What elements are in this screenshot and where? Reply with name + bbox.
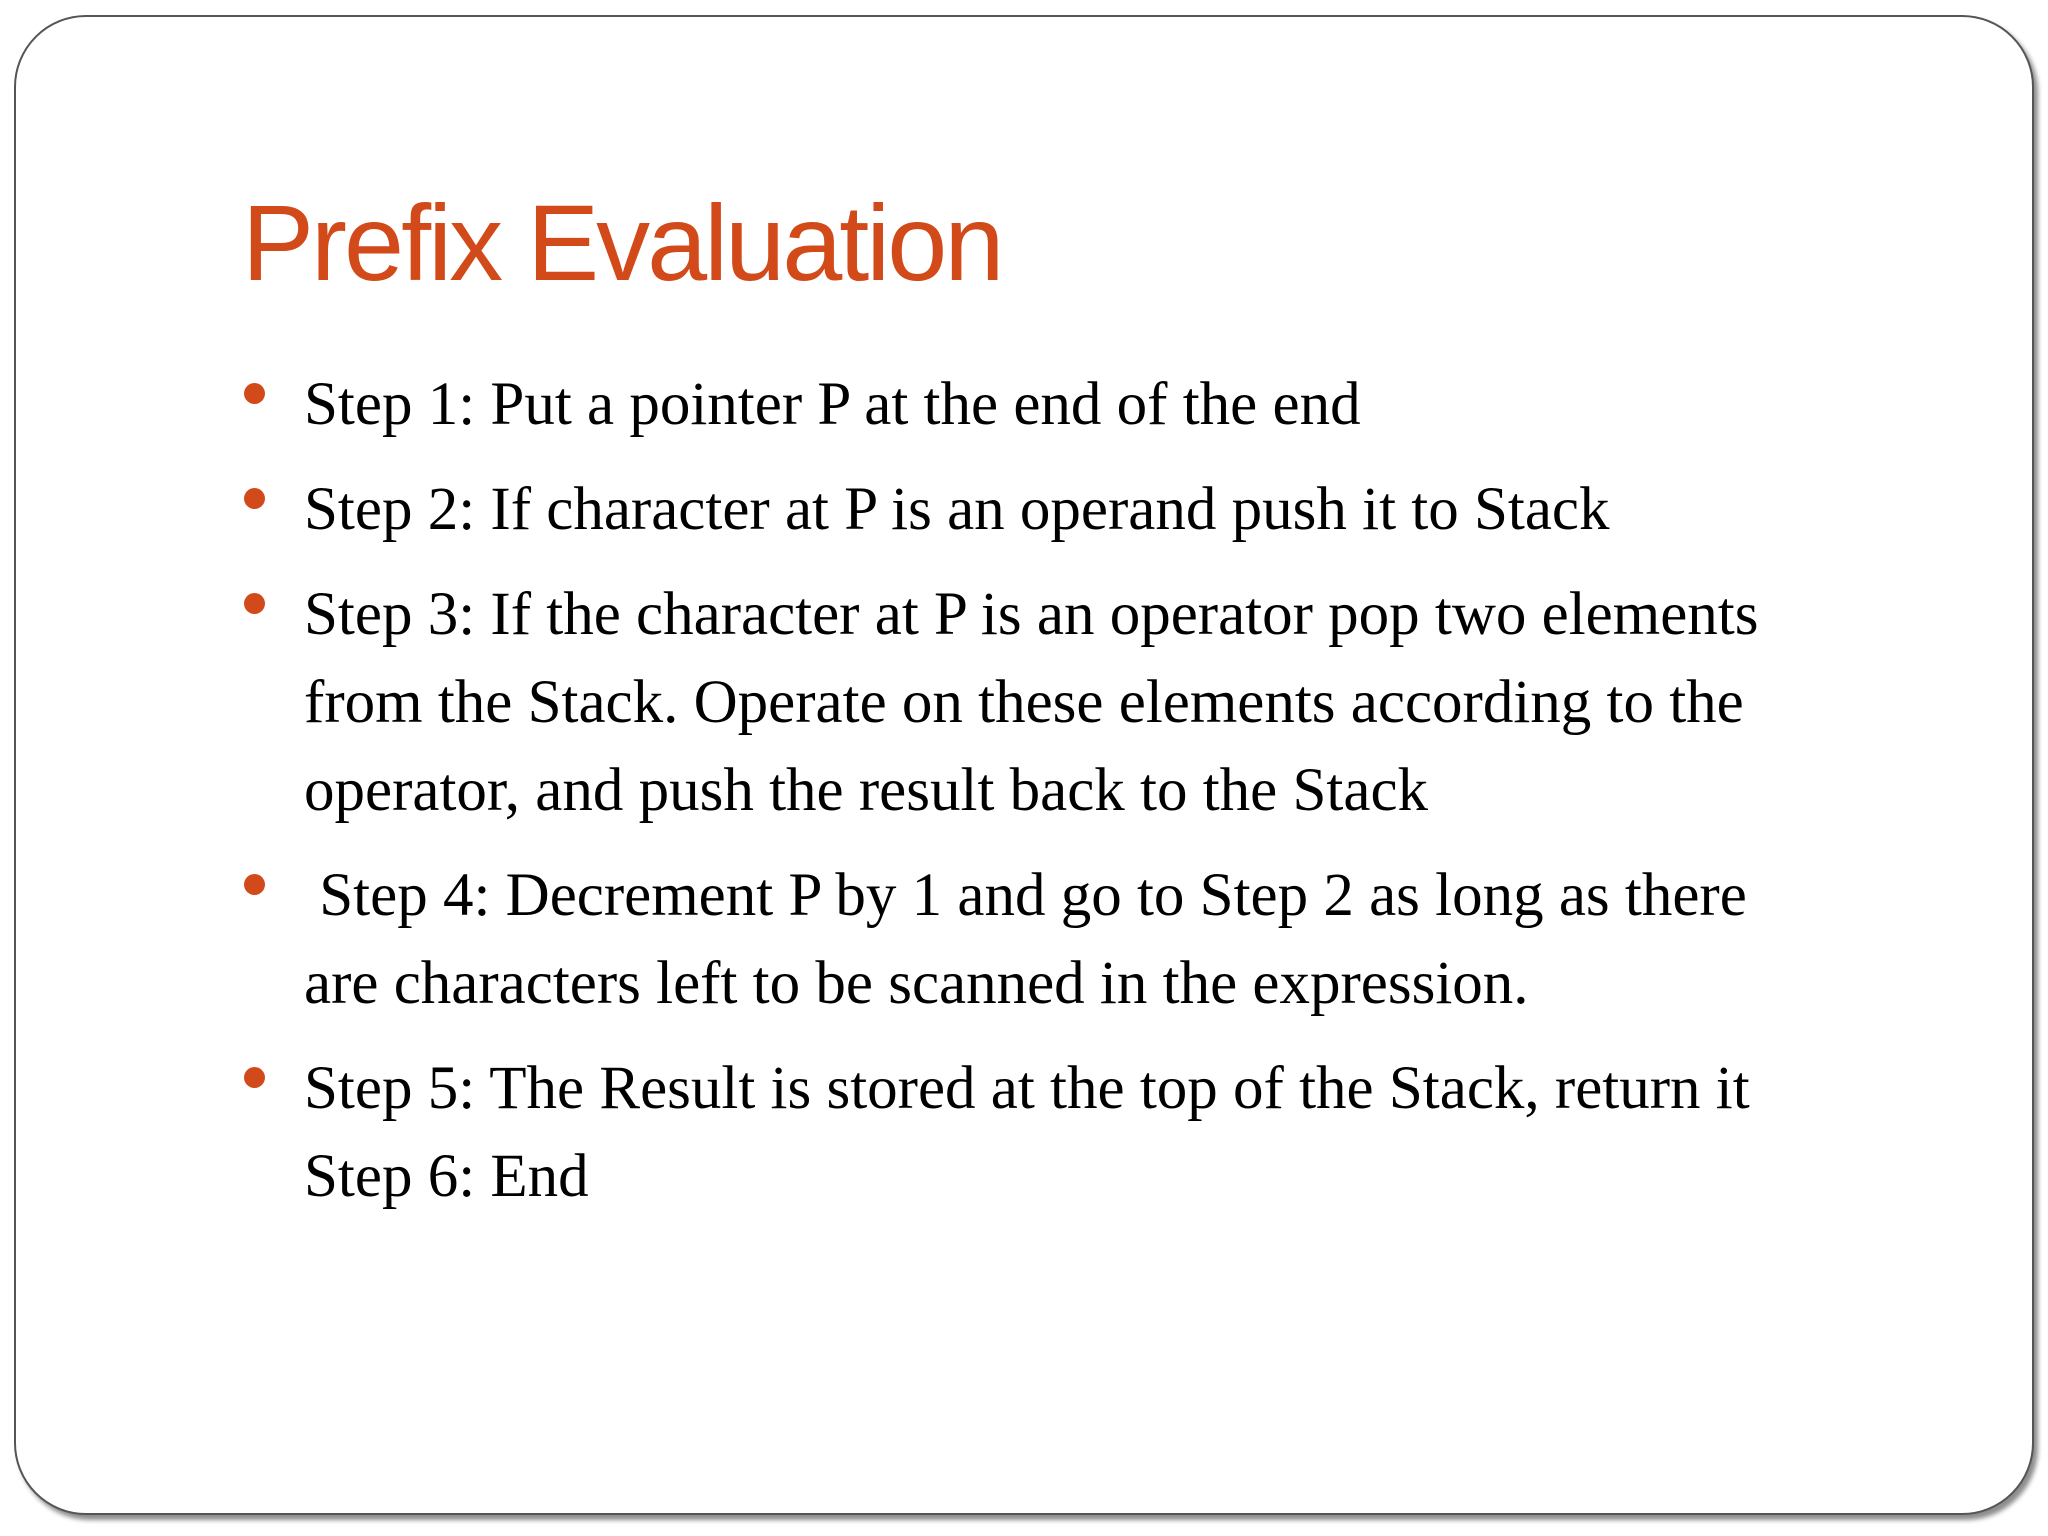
bullet-step-2 (242, 466, 1922, 554)
bullet-step-4 (242, 852, 1922, 1028)
bullet-dot-icon (244, 1067, 265, 1088)
bullet-step-5 (242, 1045, 1922, 1221)
slide-title: Prefix Evaluation (242, 182, 1002, 303)
bullet-text-line: are characters left to be scanned in the expression. (304, 950, 1529, 1017)
bullet-dot-icon (244, 488, 265, 509)
bullet-dot-icon (244, 383, 265, 404)
bullet-step-1 (242, 361, 1922, 449)
bullet-text: Step 2: If character at P is an operand push it to Stack (304, 476, 1610, 543)
bullet-text-line: from the Stack. Operate on these elements according to the (304, 669, 1744, 736)
slide-frame (14, 15, 2034, 1515)
bullet-text-line: Step 6: End (304, 1143, 589, 1210)
bullet-dot-icon (244, 874, 265, 895)
bullet-step-3 (242, 571, 1922, 835)
bullet-list (242, 361, 1922, 1238)
bullet-text-line: operator, and push the result back to the Stack (304, 757, 1429, 824)
bullet-text: Step 1: Put a pointer P at the end of the end (304, 371, 1361, 438)
bullet-text-line: Step 4: Decrement P by 1 and go to Step 2 as long as there (304, 862, 1747, 929)
bullet-text-line: Step 5: The Result is stored at the top of the Stack, return it (304, 1055, 1750, 1122)
bullet-text-line: Step 3: If the character at P is an operator pop two elements (304, 581, 1759, 648)
bullet-dot-icon (244, 593, 265, 614)
